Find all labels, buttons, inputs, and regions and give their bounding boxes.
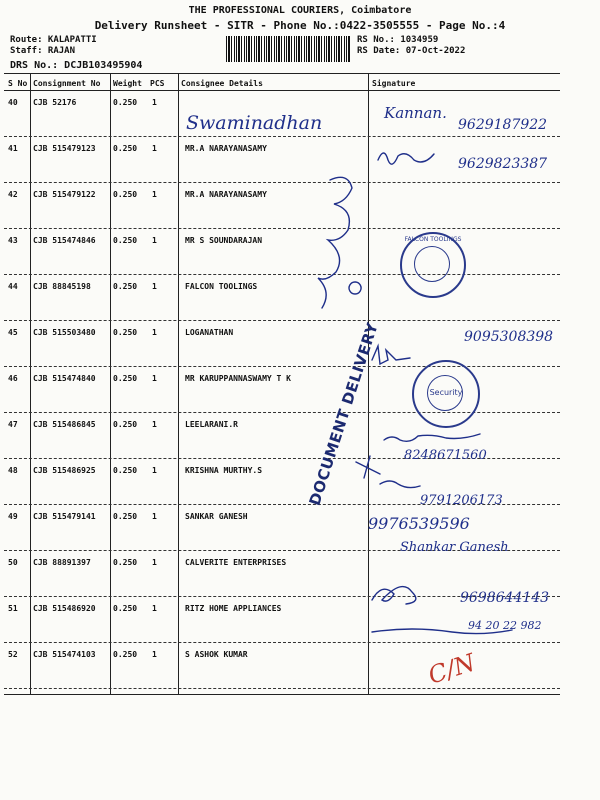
scribble-delivery-bracket	[318, 177, 352, 308]
row-consignee: S ASHOK KUMAR	[185, 650, 248, 659]
row-pcs: 1	[152, 512, 157, 521]
row-sno: 45	[8, 328, 18, 337]
row-weight: 0.250	[113, 512, 138, 521]
col-signature: Signature	[372, 79, 416, 88]
row-consignment-no: CJB 515474840	[33, 374, 96, 383]
row-pcs: 1	[152, 282, 157, 291]
col-consignee: Consignee Details	[181, 79, 263, 88]
row-sno: 50	[8, 558, 18, 567]
row-consignee: SANKAR GANESH	[185, 512, 248, 521]
row-sno: 44	[8, 282, 18, 291]
row-pcs: 1	[152, 650, 157, 659]
row-consignment-no: CJB 515503480	[33, 328, 96, 337]
handwritten-phone: 9095308398	[464, 329, 554, 345]
handwritten-phone: 9629823387	[458, 156, 548, 172]
row-sno: 47	[8, 420, 18, 429]
row-pcs: 1	[152, 466, 157, 475]
row-weight: 0.250	[113, 236, 138, 245]
row-consignment-no: CJB 88845198	[33, 282, 91, 291]
row-sno: 51	[8, 604, 18, 613]
handwritten-phone: 8248671560	[404, 448, 487, 463]
handwritten-phone: 9698644143	[460, 590, 550, 606]
row-pcs: 1	[152, 604, 157, 613]
row-sno: 42	[8, 190, 18, 199]
scribble-50	[372, 587, 416, 604]
row-consignment-no: CJB 515479123	[33, 144, 96, 153]
staff-label: Staff: RAJAN	[10, 46, 76, 56]
row-weight: 0.250	[113, 374, 138, 383]
row-consignee: FALCON TOOLINGS	[185, 282, 258, 291]
row-sno: 48	[8, 466, 18, 475]
row-consignment-no: CJB 88891397	[33, 558, 91, 567]
runsheet-subtitle: Delivery Runsheet - SITR - Phone No.:0422-3505555 - Page No.:4	[94, 19, 506, 32]
scribble-41	[378, 153, 434, 164]
row-pcs: 1	[152, 558, 157, 567]
handwritten-phone: 9629187922	[458, 117, 548, 133]
row-pcs: 1	[152, 98, 157, 107]
col-pcs: PCS	[150, 79, 165, 88]
row-sno: 43	[8, 236, 18, 245]
handwritten-name: Kannan.	[384, 104, 447, 122]
row-weight: 0.250	[113, 420, 138, 429]
col-weight: Weight	[113, 79, 142, 88]
row-consignment-no: CJB 515479141	[33, 512, 96, 521]
handwritten-phone: 9791206173	[420, 493, 503, 508]
col-sno: S No	[8, 79, 28, 88]
row-consignee: KRISHNA MURTHY.S	[185, 466, 263, 475]
handwritten-name: Swaminadhan	[186, 112, 323, 134]
route-label: Route: KALAPATTI	[10, 35, 97, 45]
row-consignee: CALVERITE ENTERPRISES	[185, 558, 287, 567]
row-weight: 0.250	[113, 650, 138, 659]
row-weight: 0.250	[113, 144, 138, 153]
row-sno: 46	[8, 374, 18, 383]
row-consignee: MR.A NARAYANASAMY	[185, 144, 267, 153]
scribble-51	[372, 629, 512, 634]
row-pcs: 1	[152, 190, 157, 199]
row-pcs: 1	[152, 420, 157, 429]
row-consignment-no: CJB 515486845	[33, 420, 96, 429]
seal-text: FALCON TOOLINGS	[404, 236, 462, 243]
handwritten-phone: 94 20 22 982	[468, 619, 542, 632]
handwritten-phone: 9976539596	[368, 514, 470, 533]
row-consignment-no: CJB 515474846	[33, 236, 96, 245]
col-consignment: Consignment No	[33, 79, 101, 88]
row-pcs: 1	[152, 236, 157, 245]
handwritten-name: Shankar Ganesh	[400, 540, 509, 555]
company-title: THE PROFESSIONAL COURIERS, Coimbatore	[188, 5, 412, 16]
scribble-45	[372, 346, 410, 364]
row-pcs: 1	[152, 144, 157, 153]
row-consignee: LEELARANI.R	[185, 420, 238, 429]
row-sno: 41	[8, 144, 18, 153]
scribble-48	[356, 456, 420, 488]
drs-number: DRS No.: DCJB103495904	[10, 60, 143, 71]
table-bottom-rule	[4, 694, 560, 695]
handwritten-cn-mark: C/N	[424, 648, 479, 690]
row-consignee: RITZ HOME APPLIANCES	[185, 604, 282, 613]
rs-number: RS No.: 1034959	[357, 35, 439, 45]
row-consignee: MR KARUPPANNASWAMY T K	[185, 374, 291, 383]
row-weight: 0.250	[113, 98, 138, 107]
row-weight: 0.250	[113, 604, 138, 613]
seal-text: Security	[429, 388, 463, 397]
row-sno: 40	[8, 98, 18, 107]
rs-date: RS Date: 07-Oct-2022	[357, 46, 466, 56]
row-weight: 0.250	[113, 282, 138, 291]
row-pcs: 1	[152, 328, 157, 337]
row-consignee: LOGANATHAN	[185, 328, 234, 337]
scribble-circle	[349, 282, 361, 294]
row-weight: 0.250	[113, 190, 138, 199]
row-pcs: 1	[152, 374, 157, 383]
row-weight: 0.250	[113, 466, 138, 475]
document-delivery-stamp: DOCUMENT DELIVERY	[305, 320, 382, 508]
row-sno: 52	[8, 650, 18, 659]
row-consignee: MR S SOUNDARAJAN	[185, 236, 263, 245]
row-sno: 49	[8, 512, 18, 521]
row-weight: 0.250	[113, 328, 138, 337]
row-consignment-no: CJB 515479122	[33, 190, 96, 199]
row-consignment-no: CJB 515486925	[33, 466, 96, 475]
scribble-47	[384, 434, 480, 441]
row-consignee: MR.A NARAYANASAMY	[185, 190, 267, 199]
row-consignment-no: CJB 52176	[33, 98, 77, 107]
row-consignment-no: CJB 515474103	[33, 650, 96, 659]
row-weight: 0.250	[113, 558, 138, 567]
row-consignment-no: CJB 515486920	[33, 604, 96, 613]
